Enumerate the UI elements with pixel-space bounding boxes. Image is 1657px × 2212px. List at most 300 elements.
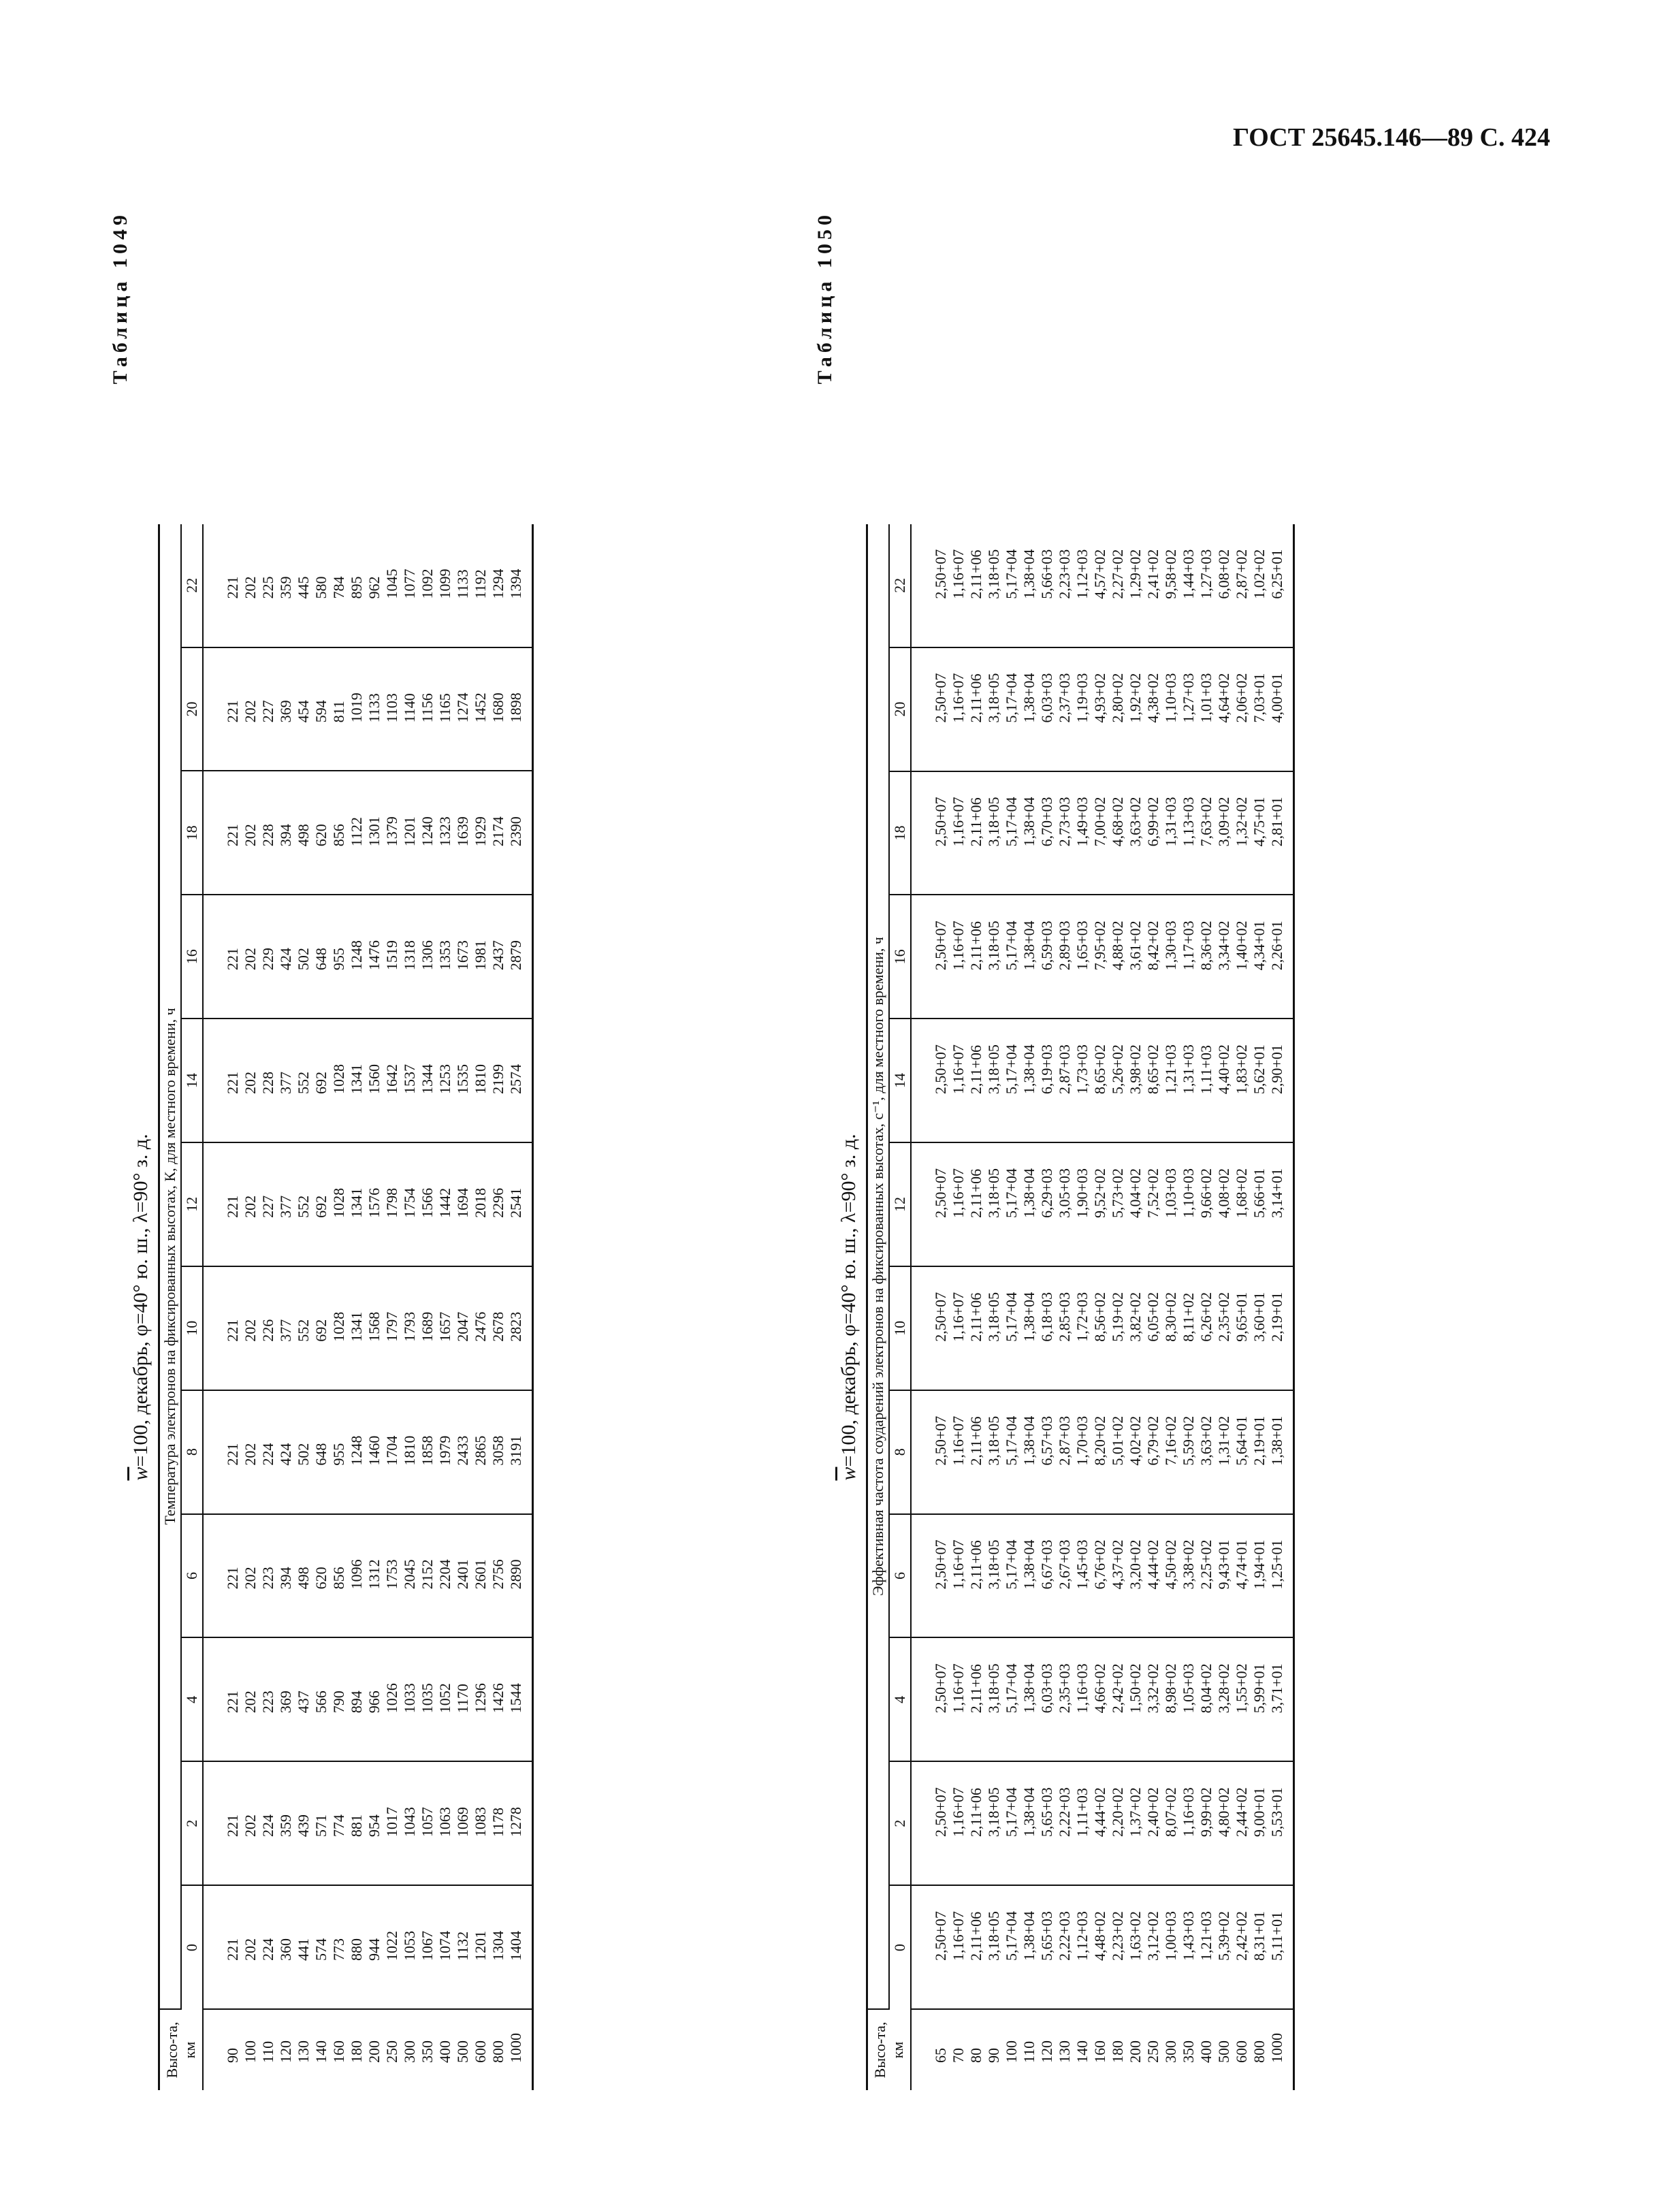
cell-value: 6,25+01: [1268, 549, 1285, 599]
cell-value: 1,63+02: [1127, 1911, 1144, 1961]
cell-value: 3,63+02: [1197, 1415, 1214, 1466]
cell-value: 3,98+02: [1127, 1044, 1144, 1095]
cell-value: 1,16+07: [950, 1539, 967, 1590]
cell-value: 8,65+02: [1144, 1044, 1161, 1095]
cell-value: 4,64+02: [1215, 673, 1232, 723]
cell-value: 9,65+01: [1233, 1292, 1250, 1342]
cell-value: 3,32+02: [1144, 1663, 1161, 1714]
cell-value: 4,93+02: [1091, 673, 1108, 723]
cell-value: 6,79+02: [1144, 1415, 1161, 1466]
cell-value: 1,37+02: [1127, 1787, 1144, 1838]
height-value: 1000: [1268, 2033, 1285, 2063]
cell-value: 3,18+05: [985, 920, 1002, 971]
table-1050-title-w: $\overline{w}$: [837, 1466, 860, 1481]
value-column: [911, 1514, 1294, 1638]
cell-value: 1353: [436, 940, 453, 971]
cell-value: 3058: [489, 1435, 506, 1466]
cell-value: 228: [259, 1071, 276, 1094]
cell-value: 2890: [507, 1559, 524, 1590]
cell-value: 221: [224, 576, 241, 599]
cell-value: 8,65+02: [1091, 1044, 1108, 1095]
cell-value: 1,38+01: [1268, 1415, 1285, 1466]
cell-value: 692: [312, 1071, 329, 1094]
cell-value: 1979: [436, 1435, 453, 1466]
cell-value: 225: [259, 576, 276, 599]
cell-value: 5,65+03: [1038, 1787, 1055, 1838]
cell-value: 571: [312, 1814, 329, 1838]
table-1049-title: [129, 524, 152, 2090]
cell-value: 2,19+01: [1268, 1292, 1285, 1342]
cell-value: 3,60+01: [1251, 1292, 1268, 1342]
cell-value: 227: [259, 700, 276, 723]
cell-value: 1253: [436, 1063, 453, 1094]
cell-value: 3,18+05: [985, 673, 1002, 723]
cell-value: 2,50+07: [932, 797, 949, 847]
cell-value: 1278: [507, 1807, 524, 1838]
cell-value: 6,03+03: [1038, 1663, 1055, 1714]
cell-value: 2,50+07: [932, 1415, 949, 1466]
cell-value: 2,50+07: [932, 549, 949, 599]
cell-value: 3,18+05: [985, 1787, 1002, 1838]
cell-value: 2,80+02: [1109, 673, 1126, 723]
cell-value: 1,16+07: [950, 1044, 967, 1095]
cell-value: 2601: [472, 1559, 489, 1590]
cell-value: 3,18+05: [985, 1415, 1002, 1466]
cell-value: 1318: [401, 940, 418, 971]
cell-value: 202: [242, 948, 259, 971]
cell-value: 3,18+05: [985, 797, 1002, 847]
cell-value: 2204: [436, 1559, 453, 1590]
cell-value: 1,50+02: [1127, 1663, 1144, 1714]
cell-value: 2401: [454, 1559, 471, 1590]
height-value: 300: [1162, 2040, 1179, 2063]
cell-value: 1083: [472, 1807, 489, 1838]
cell-value: 5,73+02: [1109, 1168, 1126, 1218]
cell-value: 1099: [436, 568, 453, 599]
cell-value: 1,49+03: [1074, 797, 1091, 847]
cell-value: 1133: [454, 569, 471, 599]
cell-value: 1103: [383, 693, 400, 723]
cell-value: 1053: [401, 1931, 418, 1961]
value-column: [203, 524, 533, 647]
cell-value: 1,16+07: [950, 1787, 967, 1838]
height-value: 130: [1056, 2040, 1073, 2063]
cell-value: 1566: [419, 1187, 436, 1218]
cell-value: 502: [295, 948, 312, 971]
cell-value: 1,01+03: [1197, 673, 1214, 723]
cell-value: 1301: [366, 816, 383, 847]
value-column: [203, 647, 533, 771]
cell-value: 1,16+03: [1074, 1663, 1091, 1714]
cell-value: 1,38+04: [1020, 549, 1037, 599]
cell-value: 2,41+02: [1144, 549, 1161, 599]
cell-value: 5,17+04: [1003, 1168, 1020, 1218]
cell-value: 1981: [472, 940, 489, 971]
cell-value: 1248: [348, 940, 365, 971]
cell-value: 2678: [489, 1311, 506, 1342]
hour-header: 20: [889, 647, 911, 771]
height-value: 400: [436, 2040, 453, 2063]
cell-value: 1,68+02: [1233, 1168, 1250, 1218]
cell-value: 1576: [366, 1187, 383, 1218]
cell-value: 202: [242, 700, 259, 723]
cell-value: 1,16+07: [950, 549, 967, 599]
cell-value: 1,03+03: [1162, 1168, 1179, 1218]
cell-value: 2,23+03: [1056, 549, 1073, 599]
height-value: 120: [277, 2040, 294, 2063]
cell-value: 5,65+03: [1038, 1911, 1055, 1961]
cell-value: 5,53+01: [1268, 1787, 1285, 1838]
height-value: 300: [401, 2040, 418, 2063]
cell-value: 445: [295, 576, 312, 599]
cell-value: 1,25+01: [1268, 1539, 1285, 1590]
cell-value: 369: [277, 1690, 294, 1714]
height-value: 1000: [507, 2033, 524, 2063]
cell-value: 223: [259, 1567, 276, 1590]
cell-value: 4,38+02: [1144, 673, 1161, 723]
height-value: 800: [1251, 2040, 1268, 2063]
cell-value: 221: [224, 948, 241, 971]
cell-value: 1,38+04: [1020, 673, 1037, 723]
cell-value: 4,02+02: [1127, 1415, 1144, 1466]
cell-value: 1753: [383, 1559, 400, 1590]
cell-value: 2,11+06: [967, 549, 984, 599]
cell-value: 1704: [383, 1435, 400, 1466]
cell-value: 1,55+02: [1233, 1663, 1250, 1714]
cell-value: 3,82+02: [1127, 1292, 1144, 1342]
cell-value: 1074: [436, 1931, 453, 1961]
cell-value: 3,18+05: [985, 1168, 1002, 1218]
cell-value: 2,50+07: [932, 1911, 949, 1961]
cell-value: 1,31+03: [1162, 797, 1179, 847]
cell-value: 6,57+03: [1038, 1415, 1055, 1466]
cell-value: 2756: [489, 1559, 506, 1590]
cell-value: 1460: [366, 1435, 383, 1466]
cell-value: 221: [224, 824, 241, 847]
cell-value: 1344: [419, 1063, 436, 1094]
value-column: [911, 1266, 1294, 1390]
cell-value: 1519: [383, 940, 400, 971]
cell-value: 4,74+01: [1233, 1539, 1250, 1590]
hour-header: 4: [889, 1637, 911, 1761]
cell-value: 2,11+06: [967, 1911, 984, 1961]
cell-value: 9,52+02: [1091, 1168, 1108, 1218]
value-column: [203, 1637, 533, 1761]
cell-value: 5,11+01: [1268, 1911, 1285, 1961]
cell-value: 1,92+02: [1127, 673, 1144, 723]
cell-value: 221: [224, 1443, 241, 1466]
cell-value: 224: [259, 1938, 276, 1961]
cell-value: 955: [330, 948, 347, 971]
cell-value: 1,16+03: [1180, 1787, 1197, 1838]
hour-header: 18: [181, 771, 203, 895]
cell-value: 1,32+02: [1233, 797, 1250, 847]
height-value: 400: [1197, 2040, 1214, 2063]
cell-value: 1201: [401, 816, 418, 847]
cell-value: 5,59+02: [1180, 1415, 1197, 1466]
cell-value: 1294: [489, 568, 506, 599]
height-value: 110: [259, 2040, 276, 2063]
cell-value: 552: [295, 1195, 312, 1218]
cell-value: 6,19+03: [1038, 1044, 1055, 1095]
cell-value: 2,50+07: [932, 920, 949, 971]
cell-value: 1404: [507, 1931, 524, 1961]
hour-header: 20: [181, 647, 203, 771]
data-row: [203, 524, 533, 2090]
cell-value: 1077: [401, 568, 418, 599]
cell-value: 2,19+01: [1251, 1415, 1268, 1466]
cell-value: 4,80+02: [1215, 1787, 1232, 1838]
cell-value: 5,17+04: [1003, 549, 1020, 599]
cell-value: 4,37+02: [1109, 1539, 1126, 1590]
cell-value: 502: [295, 1443, 312, 1466]
cell-value: 2,23+02: [1109, 1911, 1126, 1961]
cell-value: 1,21+03: [1197, 1911, 1214, 1961]
cell-value: 5,17+04: [1003, 1787, 1020, 1838]
height-value: 250: [1144, 2040, 1161, 2063]
cell-value: 1560: [366, 1063, 383, 1094]
cell-value: 1797: [383, 1311, 400, 1342]
cell-value: 3,18+05: [985, 1539, 1002, 1590]
cell-value: 1033: [401, 1683, 418, 1714]
cell-value: 1,70+03: [1074, 1415, 1091, 1466]
cell-value: 1657: [436, 1311, 453, 1342]
cell-value: 1476: [366, 940, 383, 971]
hour-header: 12: [181, 1142, 203, 1266]
cell-value: 1,38+04: [1020, 1911, 1037, 1961]
cell-value: 1810: [401, 1435, 418, 1466]
value-column: [203, 1514, 533, 1638]
table-1050-label: Таблица 1050: [814, 211, 836, 385]
heights-cell: [911, 2009, 1294, 2090]
height-value: 80: [967, 2048, 984, 2063]
cell-value: 4,57+02: [1091, 549, 1108, 599]
cell-value: 202: [242, 1195, 259, 1218]
cell-value: 2,37+03: [1056, 673, 1073, 723]
cell-value: 1,10+03: [1162, 673, 1179, 723]
cell-value: 8,11+02: [1180, 1292, 1197, 1342]
cell-value: 8,30+02: [1162, 1292, 1179, 1342]
height-value: 140: [1074, 2040, 1091, 2063]
cell-value: 811: [330, 701, 347, 723]
cell-value: 895: [348, 576, 365, 599]
hours-row: [181, 524, 203, 2090]
cell-value: 1,16+07: [950, 797, 967, 847]
cell-value: 966: [366, 1690, 383, 1714]
cell-value: 6,99+02: [1144, 797, 1161, 847]
cell-value: 1,21+03: [1162, 1044, 1179, 1095]
cell-value: 1858: [419, 1435, 436, 1466]
cell-value: 1240: [419, 816, 436, 847]
cell-value: 7,95+02: [1091, 920, 1108, 971]
cell-value: 6,59+03: [1038, 920, 1055, 971]
cell-value: 5,17+04: [1003, 920, 1020, 971]
cell-value: 1452: [472, 692, 489, 723]
hour-header: 22: [181, 524, 203, 647]
cell-value: 1,38+04: [1020, 1168, 1037, 1218]
cell-value: 7,03+01: [1251, 673, 1268, 723]
hour-header: 18: [889, 771, 911, 895]
height-value: 200: [366, 2040, 383, 2063]
value-column: [911, 524, 1294, 647]
hour-header: 2: [181, 1761, 203, 1885]
value-column: [203, 1266, 533, 1390]
cell-value: 2018: [472, 1187, 489, 1218]
cell-value: 3191: [507, 1435, 524, 1466]
cell-value: 894: [348, 1690, 365, 1714]
cell-value: 881: [348, 1814, 365, 1838]
value-column: [203, 1761, 533, 1885]
cell-value: 226: [259, 1319, 276, 1342]
cell-value: 1,38+04: [1020, 1292, 1037, 1342]
cell-value: 1,13+03: [1180, 797, 1197, 847]
cell-value: 954: [366, 1814, 383, 1838]
cell-value: 3,34+02: [1215, 920, 1232, 971]
cell-value: 1022: [383, 1931, 400, 1961]
cell-value: 1,40+02: [1233, 920, 1250, 971]
cell-value: 1537: [401, 1063, 418, 1094]
cell-value: 790: [330, 1690, 347, 1714]
cell-value: 2,50+07: [932, 1539, 949, 1590]
cell-value: 1,65+03: [1074, 920, 1091, 971]
height-header: Высо-та, км: [867, 2009, 912, 2090]
cell-value: 574: [312, 1938, 329, 1961]
cell-value: 2,42+02: [1233, 1911, 1250, 1961]
cell-value: 1017: [383, 1807, 400, 1838]
cell-value: 8,04+02: [1197, 1663, 1214, 1714]
cell-value: 1394: [507, 568, 524, 599]
cell-value: 1,16+07: [950, 1292, 967, 1342]
cell-value: 2,87+03: [1056, 1415, 1073, 1466]
cell-value: 9,66+02: [1197, 1168, 1214, 1218]
cell-value: 1,31+03: [1180, 1044, 1197, 1095]
cell-value: 2,11+06: [967, 797, 984, 847]
cell-value: 594: [312, 700, 329, 723]
cell-value: 227: [259, 1195, 276, 1218]
cell-value: 377: [277, 1319, 294, 1342]
cell-value: 5,17+04: [1003, 1292, 1020, 1342]
cell-value: 4,40+02: [1215, 1044, 1232, 1095]
cell-value: 2,22+03: [1056, 1787, 1073, 1838]
height-value: 140: [312, 2040, 329, 2063]
cell-value: 394: [277, 824, 294, 847]
cell-value: 2296: [489, 1187, 506, 1218]
cell-value: 2,11+06: [967, 1540, 984, 1590]
height-value: 600: [472, 2040, 489, 2063]
cell-value: 221: [224, 1195, 241, 1218]
cell-value: 1323: [436, 816, 453, 847]
value-column: [911, 895, 1294, 1019]
cell-value: 224: [259, 1814, 276, 1838]
hour-header: 14: [181, 1019, 203, 1142]
cell-value: 2,11+06: [967, 1416, 984, 1466]
height-value: 350: [419, 2040, 436, 2063]
cell-value: 1,38+04: [1020, 1415, 1037, 1466]
cell-value: 498: [295, 824, 312, 847]
cell-value: 9,99+02: [1197, 1787, 1214, 1838]
cell-value: 1,44+03: [1180, 549, 1197, 599]
cell-value: 3,61+02: [1127, 920, 1144, 971]
cell-value: 1,38+04: [1020, 1539, 1037, 1590]
cell-value: 1,27+03: [1197, 549, 1214, 599]
cell-value: 1133: [366, 693, 383, 723]
cell-value: 2,73+03: [1056, 797, 1073, 847]
cell-value: 2,11+06: [967, 673, 984, 723]
cell-value: 7,63+02: [1197, 797, 1214, 847]
cell-value: 2,35+02: [1215, 1292, 1232, 1342]
cell-value: 4,44+02: [1144, 1539, 1161, 1590]
rotated-content: [109, 184, 1505, 2090]
hour-header: 4: [181, 1637, 203, 1761]
table-1049: [158, 524, 534, 2090]
hour-header: 0: [181, 1885, 203, 2009]
cell-value: 2199: [489, 1063, 506, 1094]
cell-value: 223: [259, 1690, 276, 1714]
cell-value: 454: [295, 700, 312, 723]
cell-value: 1544: [507, 1683, 524, 1714]
cell-value: 3,38+02: [1180, 1539, 1197, 1590]
cell-value: 424: [277, 1443, 294, 1466]
cell-value: 1,94+01: [1251, 1539, 1268, 1590]
cell-value: 4,00+01: [1268, 673, 1285, 723]
cell-value: 1,11+03: [1074, 1788, 1091, 1838]
cell-value: 2,87+02: [1233, 549, 1250, 599]
value-column: [911, 1142, 1294, 1266]
cell-value: 1,16+07: [950, 920, 967, 971]
cell-value: 2,11+06: [967, 921, 984, 971]
cell-value: 6,70+03: [1038, 797, 1055, 847]
cell-value: 228: [259, 824, 276, 847]
table-1049-label: Таблица 1049: [109, 211, 131, 385]
cell-value: 4,44+02: [1091, 1787, 1108, 1838]
cell-value: 2865: [472, 1435, 489, 1466]
cell-value: 1,11+03: [1197, 1045, 1214, 1095]
height-value: 600: [1233, 2040, 1250, 2063]
cell-value: 1,10+03: [1180, 1168, 1197, 1218]
cell-value: 1341: [348, 1311, 365, 1342]
cell-value: 620: [312, 1567, 329, 1590]
cell-value: 437: [295, 1690, 312, 1714]
cell-value: 1306: [419, 940, 436, 971]
cell-value: 221: [224, 1071, 241, 1094]
cell-value: 2437: [489, 940, 506, 971]
cell-value: 1140: [401, 693, 418, 723]
cell-value: 7,52+02: [1144, 1168, 1161, 1218]
cell-value: 7,00+02: [1091, 797, 1108, 847]
height-value: 160: [1091, 2040, 1108, 2063]
hour-header: 22: [889, 524, 911, 647]
cell-value: 441: [295, 1938, 312, 1961]
cell-value: 1165: [436, 693, 453, 723]
cell-value: 9,43+01: [1215, 1539, 1232, 1590]
cell-value: 5,99+01: [1251, 1663, 1268, 1714]
cell-value: 1092: [419, 568, 436, 599]
height-value: 180: [1109, 2040, 1126, 2063]
cell-value: 1156: [419, 693, 436, 723]
cell-value: 6,03+03: [1038, 673, 1055, 723]
cell-value: 2,81+01: [1268, 797, 1285, 847]
cell-value: 202: [242, 576, 259, 599]
cell-value: 566: [312, 1690, 329, 1714]
height-value: 90: [985, 2048, 1002, 2063]
cell-value: 8,42+02: [1144, 920, 1161, 971]
cell-value: 1045: [383, 568, 400, 599]
table-1049-title-w: $\overline{w}$: [129, 1466, 152, 1481]
cell-value: 1798: [383, 1187, 400, 1218]
cell-value: 1,73+03: [1074, 1044, 1091, 1095]
height-value: 250: [383, 2040, 400, 2063]
cell-value: 3,28+02: [1215, 1663, 1232, 1714]
